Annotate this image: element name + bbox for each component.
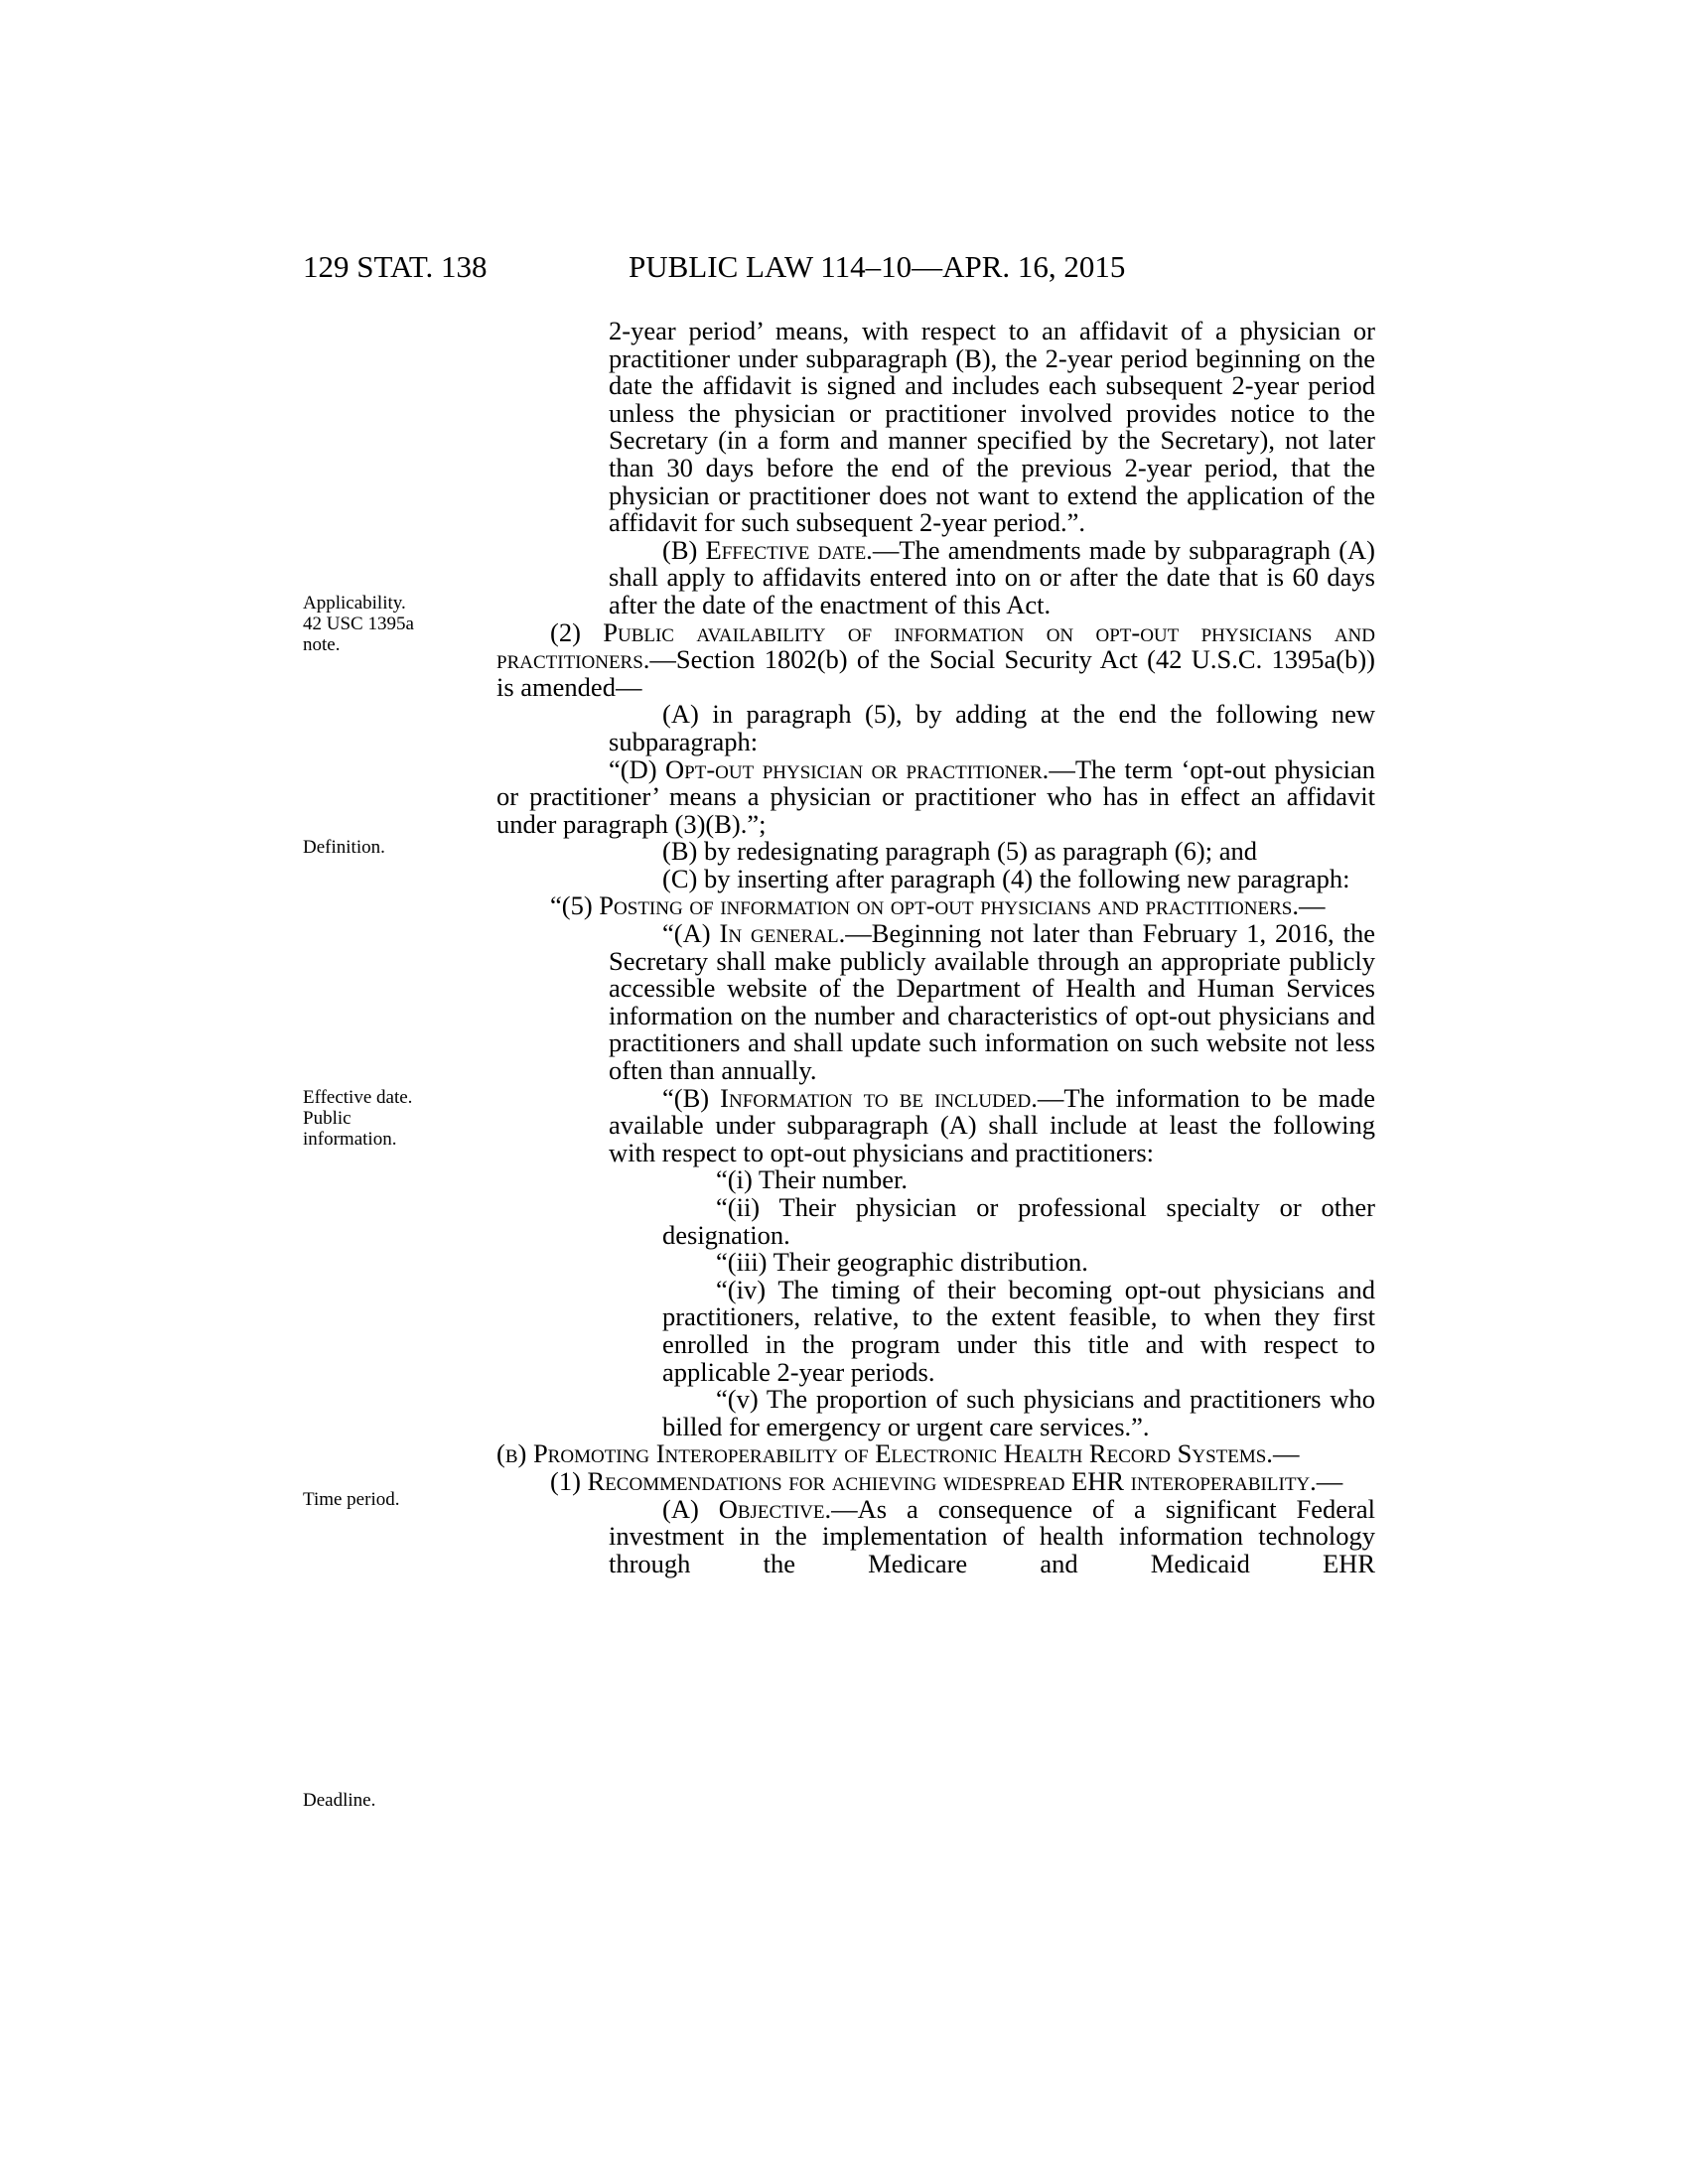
margin-note-definition: Definition.	[303, 837, 385, 858]
list-item-number: “(i) Their number.	[716, 1164, 909, 1195]
paragraph-definition-continuation: 2-year period’ means, with respect to an affidavit of a physician or practitioner under subparagraph (B), the 2-year period beginning on the date the affidavit is signed and includes each subsequent 2-year period unless the physician or practitioner involved provides notice to the Secretary (in a form and manner specified by the Secretary), not later than 30 days before the end of the previous 2-year period, that the physician or practitioner does not want to extend the application of the affidavit for such subsequent 2-year period.”.	[609, 316, 1375, 538]
heading-interoperability: (b) Promoting Interoperability of Electronic Health Record Systems.	[496, 1438, 1273, 1469]
list-item-geographic: “(iii) Their geographic distribution.	[716, 1247, 1088, 1278]
paragraph-information-included: “(B) Information to be included.—The information to be made available under subparagraph (A) shall include at least the following with respect to opt-out physicians and practitioners:	[609, 1082, 1376, 1167]
running-head: PUBLIC LAW 114–10—APR. 16, 2015	[629, 249, 1126, 284]
statute-page-reference: 129 STAT. 138	[303, 249, 488, 284]
paragraph-in-general: “(A) In general.—Beginning not later than February 1, 2016, the Secretary shall make publicly available through an appropriate publicly accessible website of the Department of Health and Human Services information on the number and characteristics of opt-out physicians and practitioners and shall update such information on such website not less often than annually.	[609, 918, 1376, 1086]
list-item-proportion: “(v) The proportion of such physicians and practitioners who billed for emergency or urgent care services.”.	[662, 1384, 1375, 1441]
heading-public-availability: (2) Public availability of information on opt-out physicians and practitioners.	[496, 616, 1375, 675]
paragraph-amendment-a: (A) in paragraph (5), by adding at the end the following new subparagraph:	[609, 699, 1375, 756]
paragraph-amendment-c: (C) by inserting after paragraph (4) the following new paragraph:	[662, 863, 1350, 893]
heading-posting-information: “(5) Posting of information on opt-out physicians and practitioners.	[550, 890, 1299, 921]
paragraph-amendment-b: (B) by redesignating paragraph (5) as paragraph (6); and	[662, 836, 1257, 867]
paragraph-recommendations: (1) Recommendations for achieving widespread EHR interoperability.—	[550, 1465, 1343, 1496]
heading-information-included: “(B) Information to be included.	[662, 1082, 1038, 1113]
paragraph-effective-date: (B) Effective date.—The amendments made by subparagraph (A) shall apply to affidavits entered into on or after the date that is 60 days after the date of the enactment of this Act.	[609, 534, 1375, 619]
heading-in-general: “(A) In general.	[662, 918, 846, 949]
heading-effective-date: (B) Effective date.	[662, 534, 873, 565]
margin-note-deadline: Deadline.	[303, 1790, 376, 1811]
list-item-specialty: “(ii) Their physician or professional specialty or other designation.	[662, 1192, 1375, 1250]
heading-recommendations: (1) Recommendations for achieving widespread EHR interoperability.	[550, 1465, 1317, 1496]
paragraph-opt-out-definition: “(D) Opt-out physician or practitioner.—The term ‘opt-out physician or practitioner’ means a physician or practitioner who has in effect an affidavit under paragraph (3)(B).”;	[496, 753, 1375, 839]
margin-note-time-period: Time period.	[303, 1489, 400, 1510]
paragraph-objective: (A) Objective.—As a consequence of a significant Federal investment in the implementation of health information technology through the Medicare and Medicaid EHR	[609, 1493, 1376, 1578]
margin-note-effective-date: Effective date. Public information.	[303, 1087, 413, 1150]
margin-note-applicability: Applicability. 42 USC 1395a note.	[303, 593, 414, 655]
heading-opt-out-definition: “(D) Opt-out physician or practitioner.	[609, 753, 1050, 784]
statute-text	[496, 318, 1375, 1577]
list-item-timing: “(iv) The timing of their becoming opt-out physicians and practitioners, relative, to the extent feasible, to when they first enrolled in the program under this title and with respect to applicable 2-year periods.	[662, 1274, 1375, 1387]
paragraph-public-availability: (2) Public availability of information on opt-out physicians and practitioners.—Section 1802(b) of the Social Security Act (42 U.S.C. 1395a(b)) is amended—	[496, 616, 1375, 702]
paragraph-interoperability: (b) Promoting Interoperability of Electronic Health Record Systems.—	[496, 1438, 1300, 1469]
paragraph-posting-information: “(5) Posting of information on opt-out physicians and practitioners.—	[550, 890, 1326, 921]
heading-objective: (A) Objective.	[662, 1493, 832, 1524]
